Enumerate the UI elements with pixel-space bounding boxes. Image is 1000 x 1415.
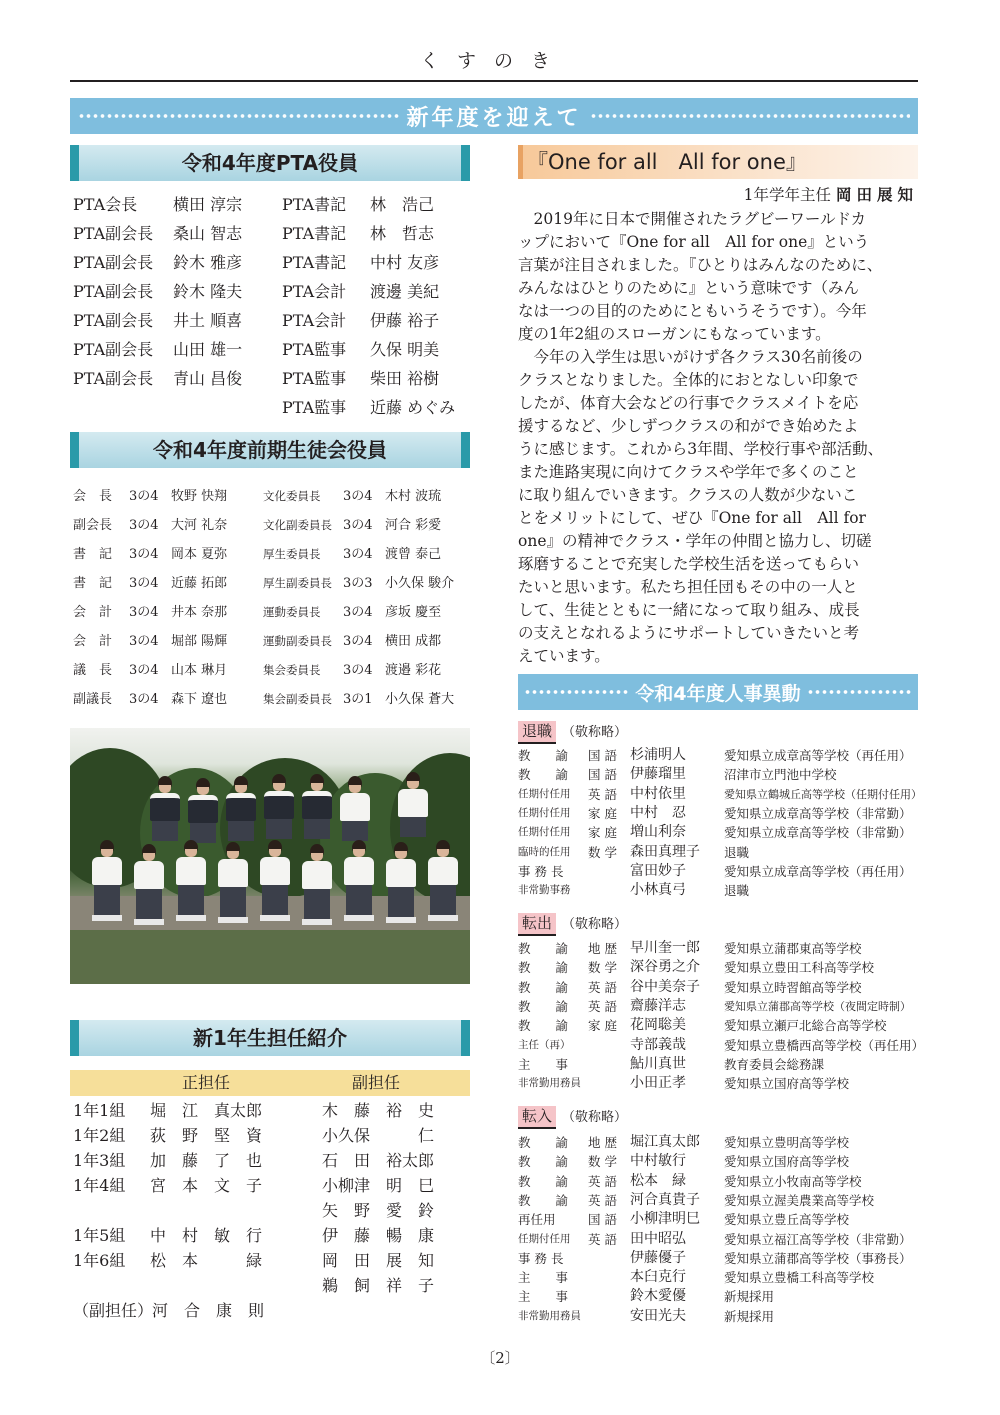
council-name: 渡邉 彩花	[385, 663, 442, 678]
article-line: ップにおいて『One for all All for one』という	[518, 233, 870, 251]
photo-student	[188, 778, 218, 843]
staff-position: 教 諭	[518, 1192, 569, 1208]
staff-name: 本臼克行	[630, 1269, 686, 1286]
transfer-out-label: 転出	[518, 913, 556, 936]
photo-student	[340, 776, 370, 841]
article-line: 2019年に日本で開催されたラグビーワールドカ	[518, 210, 867, 228]
staff-name: 谷中美奈子	[630, 978, 700, 995]
staff-subject: 数学	[588, 844, 622, 860]
staff-name: 花岡聡美	[630, 1017, 686, 1034]
staff-name: 小田正孝	[630, 1075, 686, 1092]
homeroom-class: 1年2組	[73, 1126, 126, 1145]
article-line: えています。	[518, 647, 610, 665]
photo-student	[176, 840, 206, 921]
staff-name: 富田妙子	[630, 862, 686, 879]
staff-destination: 愛知県立豊丘高等学校	[724, 1212, 850, 1228]
staff-position: 教 諭	[518, 767, 569, 783]
pta-name: 青山 昌俊	[173, 369, 243, 388]
staff-name: 森田真理子	[630, 843, 700, 860]
article-line: して、生徒とともに一緒になって取り組み、成長	[518, 601, 860, 619]
staff-subject: 英語	[588, 786, 622, 802]
retirement-tag	[518, 721, 627, 743]
main-banner-title: 新年度を迎えて	[406, 105, 582, 131]
council-name: 岡本 夏弥	[171, 547, 228, 562]
pta-name: 渡邊 美紀	[370, 282, 440, 301]
article-line: みんなはひとりのために』という意味です（みん	[518, 279, 860, 297]
staff-destination: 愛知県立瀬戸北総合高等学校	[724, 1018, 887, 1034]
staff-destination: 愛知県立成章高等学校（再任用）	[724, 748, 912, 763]
staff-position: 再任用	[518, 1212, 556, 1228]
pta-name: 伊藤 裕子	[370, 311, 440, 330]
photo-student	[344, 840, 374, 921]
staff-name: 寺部義哉	[630, 1036, 686, 1053]
pta-role: PTA会計	[282, 311, 347, 330]
staff-position: 主 事	[518, 1270, 569, 1286]
pta-name: 鈴木 雅彦	[173, 253, 243, 272]
pta-name: 井土 順喜	[173, 311, 243, 330]
photo-student	[302, 844, 332, 925]
honorific-note: （敬称略）	[562, 917, 628, 932]
council-class: 3の4	[129, 605, 159, 620]
council-role: 文化副委員長	[263, 518, 332, 532]
article-line: 言葉が注目されました。『ひとりはみんなのために、	[518, 256, 883, 274]
staff-name: 杉浦明人	[630, 747, 686, 763]
staff-destination: 愛知県立渥美農業高等学校	[724, 1192, 875, 1208]
council-class: 3の4	[343, 605, 373, 620]
staff-name: 中村敏行	[630, 1153, 686, 1170]
banner-decoration-left	[78, 111, 399, 121]
article-line: とをメリットにして、ぜひ『One for all All for	[518, 509, 866, 527]
main-banner	[70, 98, 918, 134]
council-role: 書 記	[73, 547, 113, 562]
photo-student	[302, 774, 332, 839]
article-line: one』の精神でクラス・学年の仲間と協力し、切磋	[518, 532, 872, 550]
transfer-out-tag	[518, 913, 627, 935]
council-name: 小久保 蒼大	[385, 692, 455, 707]
staff-name: 松本 緑	[630, 1172, 686, 1189]
staff-subject: 英語	[588, 1192, 622, 1208]
council-role: 文化委員長	[263, 489, 321, 503]
staff-position: 教 諭	[518, 1018, 569, 1034]
staff-position: 教 諭	[518, 998, 569, 1014]
pta-role: PTA会長	[73, 195, 138, 214]
council-role: 会 長	[73, 489, 113, 504]
honorific-note: （敬称略）	[562, 725, 628, 740]
staff-position: 非常勤用務員	[518, 1077, 581, 1090]
photo-ground	[70, 930, 470, 984]
staff-subject: 英語	[588, 1173, 622, 1189]
staff-name: 中村依里	[630, 785, 686, 802]
homeroom-main-teacher: 荻 野 堅 資	[150, 1126, 263, 1145]
council-class: 3の4	[129, 692, 159, 707]
staff-position: 任期付任用	[518, 826, 571, 839]
staff-position: 事 務 長	[518, 863, 564, 879]
photo-student	[428, 840, 458, 921]
author-role: 1年学年主任	[743, 186, 832, 204]
article-line: 今年の入学生は思いがけず各クラス30名前後の	[518, 348, 863, 366]
pta-heading: 令和4年度PTA役員	[70, 145, 470, 181]
article-line: うに感じます。これから3年間、学校行事や部活動、	[518, 440, 884, 458]
article-line: なは一つの目的のためにともいうそうです）。今年	[518, 302, 867, 320]
homeroom-sub-teacher: 矢 野 愛 鈴	[322, 1201, 435, 1220]
pta-role: PTA副会長	[73, 282, 154, 301]
pta-role: PTA会計	[282, 282, 347, 301]
photo-student	[264, 774, 294, 839]
council-heading: 令和4年度前期生徒会役員	[70, 432, 470, 468]
pta-name: 山田 雄一	[173, 340, 243, 359]
council-class: 3の3	[343, 576, 373, 591]
staff-destination: 愛知県立成章高等学校（非常勤）	[724, 825, 912, 841]
pta-name: 横田 淳宗	[173, 195, 243, 214]
staff-destination: 愛知県立蒲郡高等学校（事務長）	[724, 1250, 912, 1266]
staff-destination: 愛知県立成章高等学校（非常勤）	[724, 805, 912, 821]
staff-position: 教 諭	[518, 941, 569, 956]
council-name: 河合 彩愛	[385, 518, 442, 533]
banner-decoration-right	[590, 111, 911, 121]
council-name: 近藤 拓郎	[171, 576, 228, 591]
pta-role: PTA書記	[282, 224, 347, 243]
staff-position: 主 事	[518, 1289, 569, 1305]
staff-name: 小柳津明巳	[630, 1211, 700, 1228]
staff-position: 非常勤用務員	[518, 1309, 581, 1322]
pta-role: PTA副会長	[73, 253, 154, 272]
staff-destination: 沼津市立門池中学校	[724, 767, 837, 783]
council-role: 書 記	[73, 576, 113, 591]
staff-destination: 退職	[724, 844, 750, 860]
staff-destination: 退職	[724, 883, 750, 899]
council-class: 3の4	[129, 663, 159, 678]
staff-subject: 地歴	[588, 1135, 622, 1150]
council-name: 山本 琳月	[171, 663, 228, 678]
staff-destination: 愛知県立豊田工科高等学校	[724, 960, 875, 976]
vice-homeroom-teacher: 河 合 康 則	[152, 1301, 265, 1320]
council-name: 森下 遼也	[171, 692, 228, 707]
staff-position: 事 務 長	[518, 1250, 564, 1266]
staff-name: 鈴木愛優	[630, 1288, 686, 1305]
homeroom-class: 1年3組	[73, 1151, 126, 1170]
staff-name: 堀江真太郎	[630, 1134, 700, 1150]
retirement-label: 退職	[518, 721, 556, 744]
banner-decoration-left	[524, 687, 629, 697]
council-class: 3の4	[129, 576, 159, 591]
homeroom-sub-teacher: 小柳津 明 巳	[322, 1176, 435, 1195]
council-class: 3の4	[343, 634, 373, 649]
article-line: クラスとなりました。全体的におとなしい印象で	[518, 371, 859, 389]
homeroom-sub-teacher: 鵜 飼 祥 子	[322, 1276, 435, 1295]
staff-subject: 数学	[588, 1154, 622, 1170]
council-class: 3の4	[129, 547, 159, 562]
council-class: 3の4	[129, 634, 159, 649]
article-line: 度の1年2組のスローガンにもなっています。	[518, 325, 831, 343]
pta-name: 林 哲志	[370, 224, 435, 243]
staff-name: 増山利奈	[630, 824, 686, 841]
staff-destination: 愛知県立豊橋工科高等学校	[724, 1270, 875, 1286]
photo-student	[260, 840, 290, 921]
council-name: 木村 波琉	[385, 489, 442, 504]
council-name: 大河 礼奈	[171, 518, 228, 533]
council-class: 3の4	[343, 518, 373, 533]
staff-subject: 英語	[588, 979, 622, 995]
homeroom-main-teacher: 松 本 緑	[150, 1251, 263, 1270]
staff-name: 安田光夫	[630, 1307, 686, 1324]
article-title: 『One for all All for one』	[518, 145, 918, 179]
pta-role: PTA副会長	[73, 340, 154, 359]
staff-destination: 愛知県立蒲郡高等学校（夜間定時制）	[724, 999, 911, 1013]
council-role: 運動副委員長	[263, 634, 332, 648]
pta-name: 桑山 智志	[173, 224, 243, 243]
staff-subject: 国語	[588, 767, 622, 783]
pta-role: PTA副会長	[73, 311, 154, 330]
col-sub-teacher: 副担任	[352, 1073, 401, 1092]
homeroom-main-teacher: 中 村 敏 行	[150, 1226, 263, 1245]
council-role: 集会委員長	[263, 663, 321, 677]
pta-name: 近藤 めぐみ	[370, 398, 456, 417]
photo-student	[398, 772, 428, 837]
photo-student	[226, 776, 256, 841]
homeroom-class: 1年4組	[73, 1176, 126, 1195]
staff-destination: 教育委員会総務課	[724, 1056, 825, 1072]
article-line: たいと思います。私たち担任団もその中の一人と	[518, 578, 858, 596]
staff-position: 教 諭	[518, 1173, 569, 1189]
pta-name: 柴田 裕樹	[370, 369, 440, 388]
staff-name: 鮎川真世	[630, 1055, 686, 1072]
council-role: 厚生委員長	[263, 547, 321, 561]
staff-position: 教 諭	[518, 1154, 569, 1170]
staff-subject: 英語	[588, 1231, 622, 1247]
staff-name: 深谷勇之介	[630, 959, 700, 976]
vice-homeroom-label: （副担任）	[73, 1301, 154, 1320]
council-role: 会 計	[73, 634, 113, 649]
pta-role: PTA監事	[282, 340, 347, 359]
staff-destination: 愛知県立豊明高等学校	[724, 1135, 850, 1150]
staff-destination: 愛知県立小牧南高等学校	[724, 1173, 862, 1189]
photo-student	[218, 842, 248, 923]
homeroom-sub-teacher: 木 藤 裕 史	[322, 1101, 435, 1120]
staff-name: 伊藤瑠里	[630, 766, 686, 783]
staff-position: 教 諭	[518, 748, 569, 763]
pta-name: 林 浩己	[370, 195, 435, 214]
staff-destination: 愛知県立時習館高等学校	[724, 979, 862, 995]
homeroom-class: 1年5組	[73, 1226, 126, 1245]
staff-position: 臨時的任用	[518, 845, 571, 858]
pta-name: 久保 明美	[370, 340, 440, 359]
council-class: 3の4	[129, 489, 159, 504]
staff-position: 教 諭	[518, 979, 569, 995]
staff-subject: 国語	[588, 748, 622, 763]
pta-role: PTA書記	[282, 195, 347, 214]
homeroom-sub-teacher: 石 田 裕太郎	[322, 1151, 435, 1170]
staff-name: 齋藤洋志	[630, 997, 686, 1014]
staff-destination: 愛知県立国府高等学校	[724, 1154, 850, 1170]
author-name: 岡田展知	[835, 186, 918, 204]
council-role: 会 計	[73, 605, 113, 620]
personnel-banner	[518, 674, 918, 710]
homeroom-table-header	[70, 1070, 470, 1096]
photo-student	[386, 842, 416, 923]
homeroom-sub-teacher: 岡 田 展 知	[322, 1251, 435, 1270]
homeroom-class: 1年1組	[73, 1101, 126, 1120]
col-main-teacher: 正担任	[182, 1073, 231, 1092]
transfer-in-label: 転入	[518, 1106, 556, 1129]
student-council-group-photo	[70, 728, 470, 984]
council-role: 副会長	[73, 518, 113, 533]
staff-subject: 家庭	[588, 805, 622, 821]
staff-destination: 愛知県立蒲郡東高等学校	[724, 941, 862, 956]
article-line: したが、体育大会などの行事でクラスメイトを応	[518, 394, 859, 412]
staff-position: 教 諭	[518, 960, 569, 976]
council-class: 3の1	[343, 692, 373, 707]
article-line: の支えとなれるようにサポートしていきたいと考	[518, 624, 860, 642]
council-class: 3の4	[129, 518, 159, 533]
pta-name: 中村 友彦	[370, 253, 440, 272]
article-body	[518, 208, 918, 668]
photo-student	[134, 844, 164, 925]
article-line: 援するなど、少しずつクラスの和ができ始めたよ	[518, 417, 859, 435]
article-author	[518, 182, 918, 208]
staff-name: 伊藤優子	[630, 1249, 686, 1266]
staff-position: 任期付任用	[518, 1232, 571, 1245]
photo-student	[92, 840, 122, 921]
council-role: 議 長	[73, 663, 113, 678]
staff-name: 小林真弓	[630, 882, 686, 899]
council-role: 運動委員長	[263, 605, 321, 619]
article-line: また進路実現に向けてクラスや学年で多くのこと	[518, 463, 859, 481]
homeroom-class: 1年6組	[73, 1251, 126, 1270]
staff-subject: 家庭	[588, 1018, 622, 1034]
council-name: 牧野 快翔	[171, 489, 228, 504]
council-role: 厚生副委員長	[263, 576, 332, 590]
staff-name: 河合真貴子	[630, 1191, 700, 1208]
homeroom-main-teacher: 堀 江 真太郎	[150, 1101, 263, 1120]
council-name: 小久保 駿介	[385, 576, 455, 591]
pta-name: 鈴木 隆夫	[173, 282, 243, 301]
staff-destination: 愛知県立福江高等学校（非常勤）	[724, 1231, 912, 1247]
council-name: 堀部 陽輝	[171, 634, 228, 649]
page-number: 〔2〕	[480, 1349, 520, 1367]
staff-subject: 家庭	[588, 825, 622, 841]
council-class: 3の4	[343, 489, 373, 504]
homeroom-main-teacher: 加 藤 了 也	[150, 1151, 263, 1170]
staff-destination: 新規採用	[724, 1308, 775, 1324]
pta-role: PTA書記	[282, 253, 347, 272]
staff-destination: 愛知県立鶴城丘高等学校（任期付任用）	[724, 787, 922, 801]
personnel-heading: 令和4年度人事異動	[635, 682, 801, 705]
council-name: 彦坂 慶至	[385, 605, 442, 620]
staff-destination: 愛知県立国府高等学校	[724, 1076, 850, 1092]
staff-name: 早川奎一郎	[630, 940, 700, 956]
masthead: くすのき	[70, 48, 918, 82]
banner-decoration-right	[807, 687, 912, 697]
staff-position: 主 事	[518, 1056, 569, 1072]
homeroom-sub-teacher: 伊 藤 暢 康	[322, 1226, 435, 1245]
pta-role: PTA副会長	[73, 369, 154, 388]
staff-position: 非常勤事務	[518, 884, 571, 897]
transfer-in-tag	[518, 1106, 627, 1128]
council-role: 副議長	[73, 692, 113, 707]
staff-subject: 地歴	[588, 941, 622, 956]
pta-role: PTA副会長	[73, 224, 154, 243]
staff-name: 中村 忍	[630, 804, 686, 821]
homeroom-sub-teacher: 小久保 仁	[322, 1126, 435, 1145]
staff-position: 教 諭	[518, 1135, 569, 1150]
council-name: 横田 成都	[385, 634, 442, 649]
staff-destination: 愛知県立豊橋西高等学校（再任用）	[724, 1037, 925, 1053]
staff-subject: 国語	[588, 1212, 622, 1228]
homeroom-heading: 新1年生担任紹介	[70, 1020, 470, 1056]
honorific-note: （敬称略）	[562, 1110, 628, 1125]
staff-subject: 数学	[588, 960, 622, 976]
photo-student	[150, 776, 180, 841]
staff-name: 田中昭弘	[630, 1230, 686, 1247]
article-line: 琢磨することで充実した学校生活を送ってもらい	[518, 555, 860, 573]
staff-position: 任期付任用	[518, 806, 571, 819]
council-name: 渡曾 泰己	[385, 547, 442, 562]
staff-destination: 新規採用	[724, 1289, 775, 1305]
homeroom-main-teacher: 宮 本 文 子	[150, 1176, 263, 1195]
council-role: 集会副委員長	[263, 692, 332, 706]
staff-subject: 英語	[588, 998, 622, 1014]
council-class: 3の4	[343, 547, 373, 562]
pta-role: PTA監事	[282, 369, 347, 388]
staff-position: 主任（再）	[518, 1038, 571, 1051]
staff-destination: 愛知県立成章高等学校（再任用）	[724, 863, 912, 879]
article-line: に取り組んでいきます。クラスの人数が少ないこ	[518, 486, 858, 504]
staff-position: 任期付任用	[518, 787, 571, 800]
council-class: 3の4	[343, 663, 373, 678]
pta-role: PTA監事	[282, 398, 347, 417]
council-name: 井本 奈那	[171, 605, 228, 620]
